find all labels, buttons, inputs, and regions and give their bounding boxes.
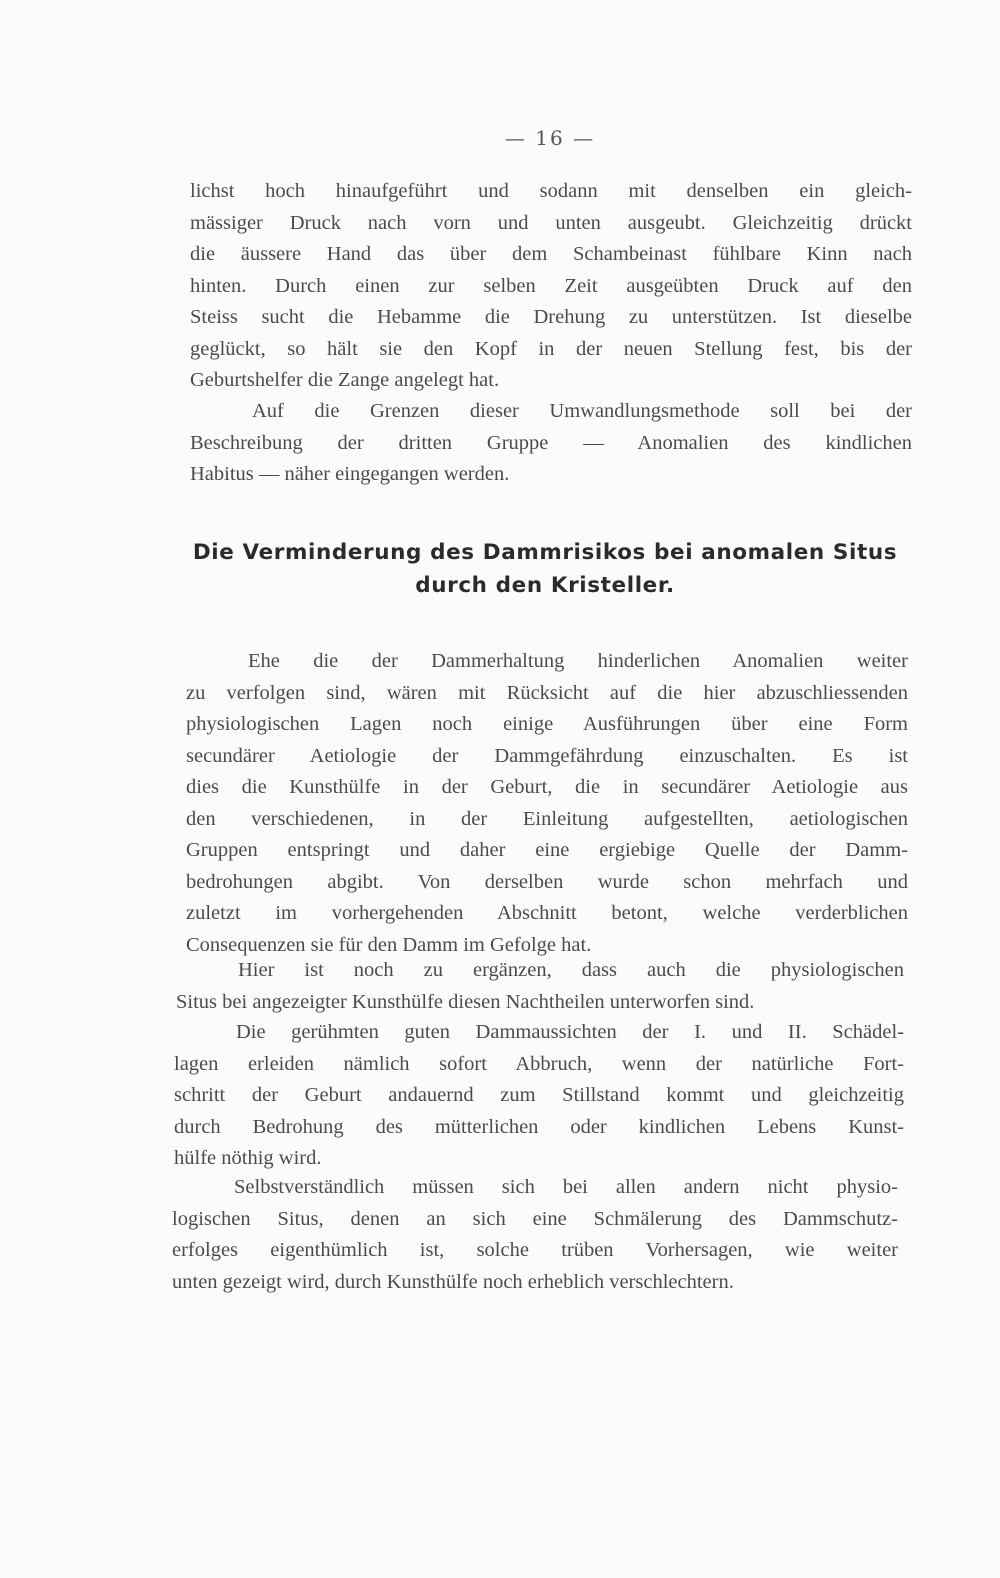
text-line: Auf die Grenzen dieser Umwandlungsmethode soll bei der (252, 400, 912, 422)
text-line: hülfe nöthig wird. (174, 1147, 322, 1169)
text-line: bedrohungen abgibt. Von derselben wurde schon mehrfach und (186, 870, 908, 893)
text-line: hinten. Durch einen zur selben Zeit ausgeübten Druck auf den (190, 274, 912, 297)
paragraph-physiologische-situs (176, 955, 904, 1018)
text-line: lichst hoch hinaufgeführt und sodann mit denselben ein gleich- (190, 180, 912, 202)
text-line: physiologischen Lagen noch einige Ausführungen über eine Form (186, 713, 908, 735)
paragraph-vorhersagen (172, 1172, 898, 1298)
text-line: Steiss sucht die Hebamme die Drehung zu unterstützen. Ist dieselbe (190, 306, 912, 328)
heading-line: Die Verminderung des Dammrisikos bei anomalen Situs (192, 540, 898, 565)
text-line: unten gezeigt wird, durch Kunsthülfe noch erheblich verschlechtern. (172, 1270, 734, 1293)
text-line: Hier ist noch zu ergänzen, dass auch die physiologischen (238, 959, 904, 981)
paragraph-kunsthuelfe (186, 646, 908, 961)
text-line: zu verfolgen sind, wären mit Rücksicht auf die hier abzuschliessenden (186, 681, 908, 704)
text-line: Consequenzen sie für den Damm im Gefolge hat. (186, 933, 592, 956)
text-line: Selbstverständlich müssen sich bei allen andern nicht physio- (234, 1176, 898, 1198)
heading-line: durch den Kristeller. (415, 573, 675, 598)
text-line: Beschreibung der dritten Gruppe — Anomalien des kindlichen (190, 431, 912, 454)
text-line: durch Bedrohung des mütterlichen oder kindlichen Lebens Kunst- (174, 1115, 904, 1138)
paragraph-schaedellagen (174, 1017, 904, 1175)
text-line: zuletzt im vorhergehenden Abschnitt betont, welche verderblichen (186, 902, 908, 924)
text-line: mässiger Druck nach vorn und unten ausgeubt. Gleichzeitig drückt (190, 211, 912, 234)
text-line: schritt der Geburt andauernd zum Stillstand kommt und gleichzeitig (174, 1084, 904, 1106)
paragraph-umwandlung (190, 396, 912, 491)
text-line: secundärer Aetiologie der Dammgefährdung einzuschalten. Es ist (186, 744, 908, 767)
page-number: — 16 — (504, 126, 596, 150)
text-line: Geburtshelfer die Zange angelegt hat. (190, 369, 500, 391)
text-line: Die gerühmten guten Dammaussichten der I. und II. Schädel- (236, 1021, 904, 1043)
text-line: Situs bei angezeigter Kunsthülfe diesen Nachtheilen unterworfen sind. (176, 990, 755, 1013)
text-line: Gruppen entspringt und daher eine ergiebige Quelle der Damm- (186, 839, 908, 861)
section-heading (150, 536, 940, 602)
text-line: den verschiedenen, in der Einleitung aufgestellten, aetiologischen (186, 807, 908, 830)
text-line: lagen erleiden nämlich sofort Abbruch, wenn der natürliche Fort- (174, 1052, 904, 1075)
text-line: erfolges eigenthümlich ist, solche trüben Vorhersagen, wie weiter (172, 1239, 898, 1261)
text-line: geglückt, so hält sie den Kopf in der neuen Stellung fest, bis der (190, 337, 912, 360)
text-line: Ehe die der Dammerhaltung hinderlichen Anomalien weiter (248, 650, 908, 672)
text-line: logischen Situs, denen an sich eine Schmälerung des Dammschutz- (172, 1207, 898, 1230)
text-line: die äussere Hand das über dem Schambeinast fühlbare Kinn nach (190, 243, 912, 265)
text-line: Habitus — näher eingegangen werden. (190, 463, 510, 485)
paragraph-continuation (190, 176, 912, 397)
text-line: dies die Kunsthülfe in der Geburt, die in secundärer Aetiologie aus (186, 776, 908, 798)
